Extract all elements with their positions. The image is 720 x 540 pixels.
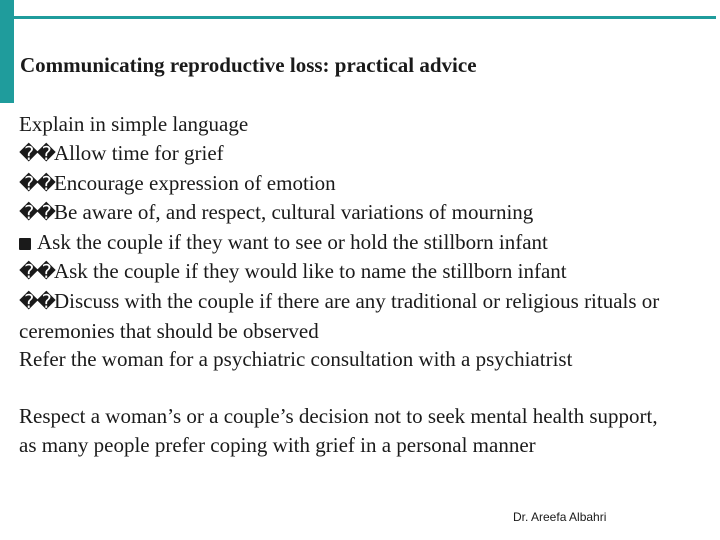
missing-glyph-icon: ��: [19, 260, 54, 283]
paragraph-spacer: [19, 374, 709, 402]
list-item-text: Explain in simple language: [19, 112, 249, 136]
list-item: [19, 198, 709, 228]
list-item: [19, 257, 709, 287]
list-item-text: Be aware of, and respect, cultural variations of mourning: [53, 200, 534, 225]
square-bullet-icon: [19, 238, 31, 250]
list-item-text: Refer the woman for a psychiatric consultation with a psychiatrist: [19, 347, 573, 372]
list-item: [19, 139, 709, 169]
list-item: [19, 169, 709, 199]
list-item-text: Allow time for grief: [53, 140, 224, 165]
accent-top-rule: [12, 16, 716, 19]
list-item-text: Encourage expression of emotion: [53, 170, 336, 195]
list-item: [19, 287, 709, 346]
list-item: [19, 228, 709, 257]
footer-author: Dr. Areefa Albahri: [513, 510, 607, 524]
list-item-text: Ask the couple if they would like to name the stillborn infant: [53, 258, 567, 283]
slide-title: Communicating reproductive loss: practical advice: [20, 53, 477, 77]
list-item-text: Discuss with the couple if there are any traditional or religious rituals or ceremonies that should be observed: [19, 288, 660, 343]
missing-glyph-icon: ��: [19, 172, 54, 195]
list-item: [19, 345, 709, 374]
missing-glyph-icon: ��: [19, 290, 54, 313]
missing-glyph-icon: ��: [19, 142, 54, 165]
closing-paragraph: Respect a woman’s or a couple’s decision not to seek mental health support, as many people prefer coping with grief in a personal manner: [19, 404, 658, 457]
missing-glyph-icon: ��: [19, 202, 54, 225]
list-item: [19, 110, 709, 139]
slide-body: [19, 110, 709, 460]
list-item-text: Ask the couple if they want to see or hold the stillborn infant: [37, 230, 548, 255]
